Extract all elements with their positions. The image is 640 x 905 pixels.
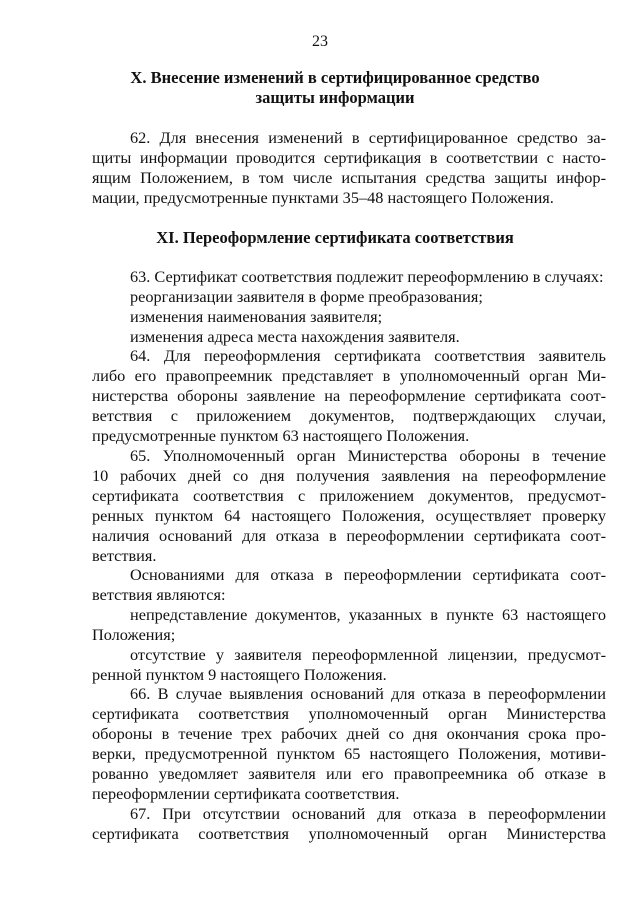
text-line: ветствия являются: [92,585,226,604]
text-line: обороны в течение трех рабочих дней со дня окончания срока про- [92,724,606,743]
text-line: непредставление документов, указанных в пункте 63 настоящего [130,605,606,624]
text-line: ящим Положением, в том числе испытания средства защиты инфор- [92,168,606,187]
text-line: изменения адреса места нахождения заявителя. [130,327,460,346]
text-line: нистерства обороны заявление на переоформление сертификата соот- [92,386,606,405]
section-10-title-line2: защиты информации [255,88,415,107]
section-10-title-line1: X. Внесение изменений в сертифицированное средство [130,68,540,87]
text-line: ренных пунктом 64 настоящего Положения, осуществляет проверку [92,506,606,525]
text-line: мации, предусмотренные пунктами 35–48 настоящего Положения. [92,188,554,207]
text-line: ветствия. [92,546,157,565]
text-line: сертификата соответствия уполномоченный орган Министерства [92,704,606,723]
text-line: 65. Уполномоченный орган Министерства обороны в течение [130,446,606,465]
section-11-title: XI. Переоформление сертификата соответствия [156,228,514,247]
text-line: 10 рабочих дней со дня получения заявления на переоформление [92,466,606,485]
text-line: 67. При отсутствии оснований для отказа в переоформлении [130,804,606,823]
text-line: предусмотренные пунктом 63 настоящего Положения. [92,426,470,445]
text-line: наличия оснований для отказа в переоформлении сертификата соот- [92,526,606,545]
text-line: щиты информации проводится сертификация в соответствии с насто- [92,148,606,167]
text-line: переоформлении сертификата соответствия. [92,784,400,803]
page-number: 23 [312,33,328,50]
text-line: рованно уведомляет заявителя или его правопреемника об отказе в [92,764,606,783]
text-line: сертификата соответствия уполномоченный орган Министерства [92,824,606,843]
text-line: 63. Сертификат соответствия подлежит переоформлению в случаях: [130,267,604,286]
text-line: реорганизации заявителя в форме преобразования; [130,287,483,306]
text-line: отсутствие у заявителя переоформленной лицензии, предусмот- [130,645,606,664]
text-line: либо его правопреемник представляет в уполномоченный орган Ми- [92,366,606,385]
text-line: сертификата соответствия с приложением документов, предусмот- [92,486,606,505]
text-line: 62. Для внесения изменений в сертифицированное средство за- [130,128,606,147]
text-line: 66. В случае выявления оснований для отказа в переоформлении [130,684,606,703]
text-line: верки, предусмотренной пунктом 65 настоящего Положения, мотиви- [92,744,606,763]
text-line: Основаниями для отказа в переоформлении сертификата соот- [130,565,606,584]
text-line: ренной пунктом 9 настоящего Положения. [92,665,387,684]
text-line: Положения; [92,625,176,644]
text-line: 64. Для переоформления сертификата соответствия заявитель [130,346,606,365]
text-line: изменения наименования заявителя; [130,307,383,326]
text-line: ветствия с приложением документов, подтверждающих случаи, [92,406,606,425]
